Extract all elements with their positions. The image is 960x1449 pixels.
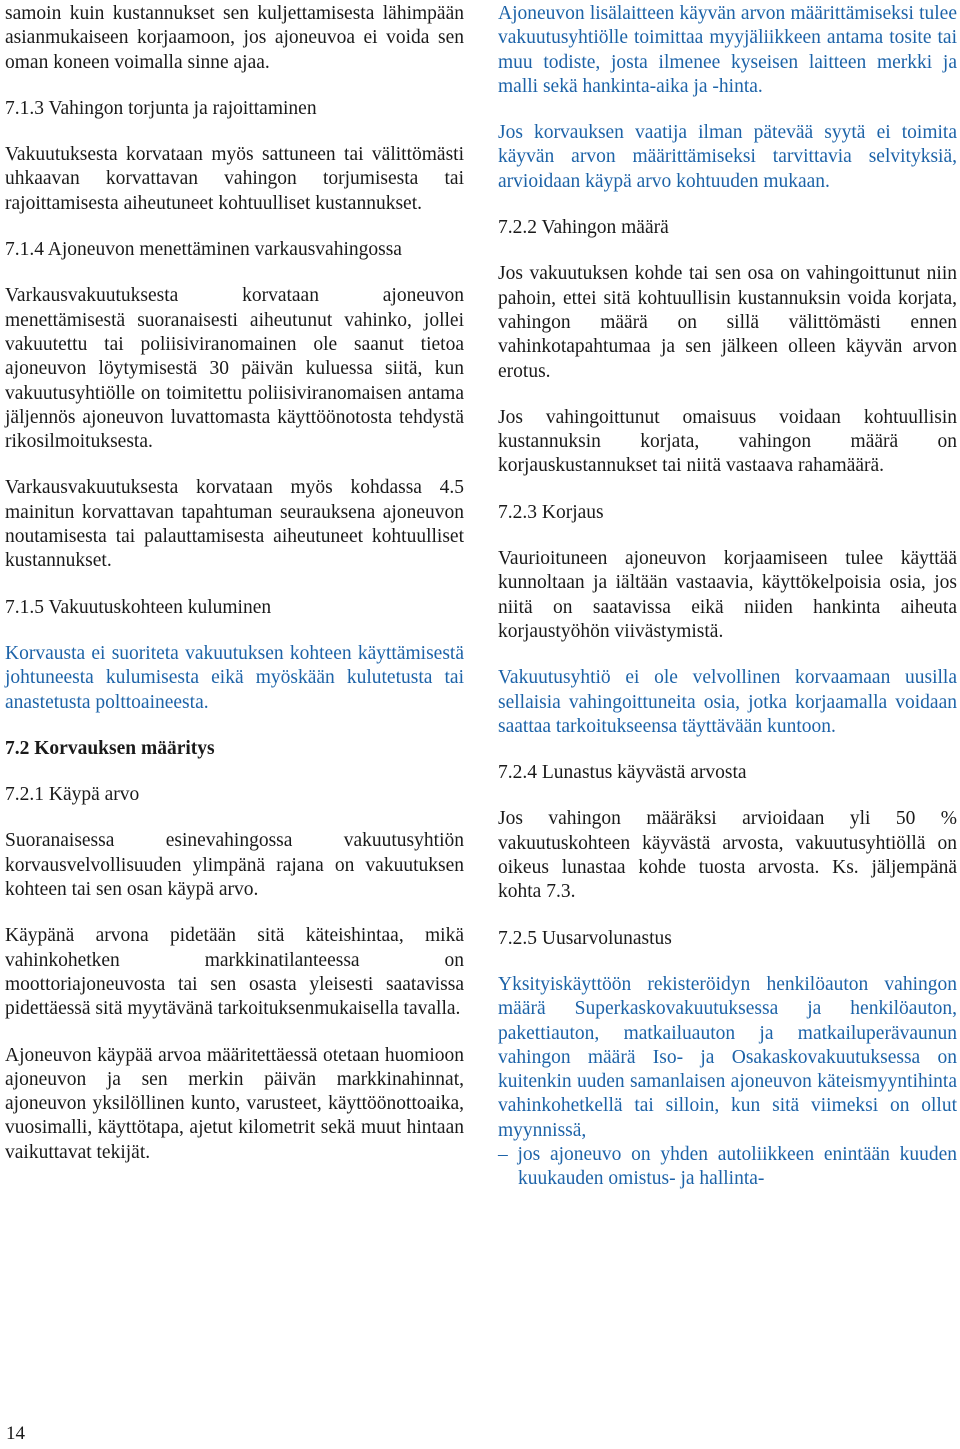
paragraph-7-2-1-b: Käypänä arvona pidetään sitä käteishintaa, mikä vahinkohetken markkinatilanteessa on moottoriajoneuvosta tai sen osasta yleisesti saatavissa pidettäessä sitä myytävänä tarkoituksenmukaisella tavalla.	[5, 925, 464, 1020]
paragraph-7-1-5: Korvausta ei suoriteta vakuutuksen kohteen käyttämisestä johtuneesta kulumisesta eikä myöskään kulutetusta tai anastetusta polttoaineesta.	[5, 642, 464, 713]
heading-7-2-3: 7.2.3 Korjaus	[498, 501, 604, 523]
paragraph-7-1-4-b: Varkausvakuutuksesta korvataan myös kohdassa 4.5 mainitun korvattavan tapahtuman seurauksena ajoneuvon noutamisesta tai palauttamisesta aiheutuneet kohtuulliset kustannukset.	[5, 477, 464, 572]
paragraph-7-2-4: Jos vahingon määräksi arvioidaan yli 50 % vakuutuskohteen käyvästä arvosta, vakuutusyhtiöllä on oikeus lunastaa kohde tuosta arvosta. Ks. jäljempänä kohta 7.3.	[498, 808, 957, 903]
paragraph-7-2-2-a: Jos vakuutuksen kohde tai sen osa on vahingoittunut niin pahoin, ettei sitä kohtuullisin kustannuksin voida korjata, vahingon määrä on sillä välittömästi ennen vahinkotapahtumaa ja sen jälkeen olleen käyvän arvon erotus.	[498, 263, 957, 382]
page-number: 14	[6, 1423, 25, 1444]
heading-7-1-3: 7.1.3 Vahingon torjunta ja rajoittaminen	[5, 97, 317, 119]
paragraph-claimant: Jos korvauksen vaatija ilman pätevää syytä ei toimita käyvän arvon määrittämiseksi tarvittavia selvityksiä, arvioidaan käypä arvo kohtuuden mukaan.	[498, 122, 957, 192]
paragraph-7-2-2-b: Jos vahingoittunut omaisuus voidaan kohtuullisin kustannuksin korjata, vahingon määrä on korjauskustannukset tai niitä vastaava rahamäärä.	[498, 406, 957, 477]
heading-7-1-4: 7.1.4 Ajoneuvon menettäminen varkausvahingossa	[5, 239, 402, 261]
left-column	[5, 2, 464, 1165]
heading-7-1-5: 7.1.5 Vakuutuskohteen kuluminen	[5, 596, 272, 618]
paragraph-7-1-4-a: Varkausvakuutuksesta korvataan ajoneuvon menettämisestä suoranaisesti aiheutunut vahinko, jollei vakuutettu tai poliisiviranomainen ole saanut tietoa ajoneuvon löytymisestä 30 päivän kuluessa siitä, kun vakuutusyhtiölle on toimitettu poliisiviranomaisen antama jäljennös ajoneuvon luvattomasta käyttöönotosta tehdystä rikosilmoituksesta.	[5, 285, 464, 453]
heading-7-2-2: 7.2.2 Vahingon määrä	[498, 217, 669, 239]
heading-7-2: 7.2 Korvauksen määritys	[5, 737, 215, 759]
paragraph-7-2-1-a: Suoranaisessa esinevahingossa vakuutusyhtiön korvausvelvollisuuden ylimpänä rajana on vakuutuksen kohteen tai sen osan käypä arvo.	[5, 830, 464, 901]
list-item-dealer-ownership: – jos ajoneuvo on yhden autoliikkeen enintään kuuden kuukauden omistus- ja hallinta-	[498, 1143, 957, 1190]
paragraph-7-1-3: Vakuutuksesta korvataan myös sattuneen tai välittömästi uhkaavan korvattavan vahingon torjumisesta tai rajoittamisesta aiheutuneet kohtuulliset kustannukset.	[5, 144, 464, 214]
heading-7-2-5: 7.2.5 Uusarvolunastus	[498, 927, 672, 949]
heading-7-2-4: 7.2.4 Lunastus käyvästä arvosta	[498, 762, 747, 784]
paragraph-7-2-3-a: Vaurioituneen ajoneuvon korjaamiseen tulee käyttää kunnoltaan ja iältään vastaavia, käyttökelpoisia osia, jos niitä on saatavissa eikä niiden hankinta aiheuta korjaustyöhön viivästymistä.	[498, 548, 957, 642]
paragraph-7-2-3-b: Vakuutusyhtiö ei ole velvollinen korvaamaan uusilla sellaisia vahingoittuneita osia, jotka korjaamalla voidaan saattaa tarkoitukseensa täyttävään kuntoon.	[498, 667, 957, 737]
paragraph-7-2-1-c: Ajoneuvon käypää arvoa määritettäessä otetaan huomioon ajoneuvon ja sen merkin päivän markkinahinnat, ajoneuvon yksilöllinen kunto, varusteet, käyttöönottoaika, vuosimalli, käyttötapa, ajetut kilometrit sekä muut hintaan vaikuttavat tekijät.	[5, 1044, 464, 1163]
paragraph-7-2-5: Yksityiskäyttöön rekisteröidyn henkilöauton vahingon määrä Superkaskovakuutuksessa ja henkilöauton, pakettiauton, matkailuauton ja matkailuperävaunun vahingon määrä Iso- ja Osakaskovakuutuksessa on kuitenkin uuden samanlaisen ajoneuvon käteismyyntihinta vahinkohetkellä tai silloin, kun sitä viimeksi on ollut myynnissä,	[498, 973, 957, 1141]
intro-paragraph: samoin kuin kustannukset sen kuljettamisesta lähimpään asianmukaiseen korjaamoon, jos ajoneuvoa ei voida sen oman koneen voimalla sinne ajaa.	[5, 3, 464, 73]
heading-7-2-1: 7.2.1 Käypä arvo	[5, 784, 140, 806]
paragraph-accessory-value: Ajoneuvon lisälaitteen käyvän arvon määrittämiseksi tulee vakuutusyhtiölle toimittaa myyjäliikkeen antama tosite tai muu todiste, josta ilmenee kyseisen laitteen merkki ja malli sekä hankinta-aika ja -hinta.	[498, 3, 957, 97]
right-column	[498, 2, 957, 1192]
